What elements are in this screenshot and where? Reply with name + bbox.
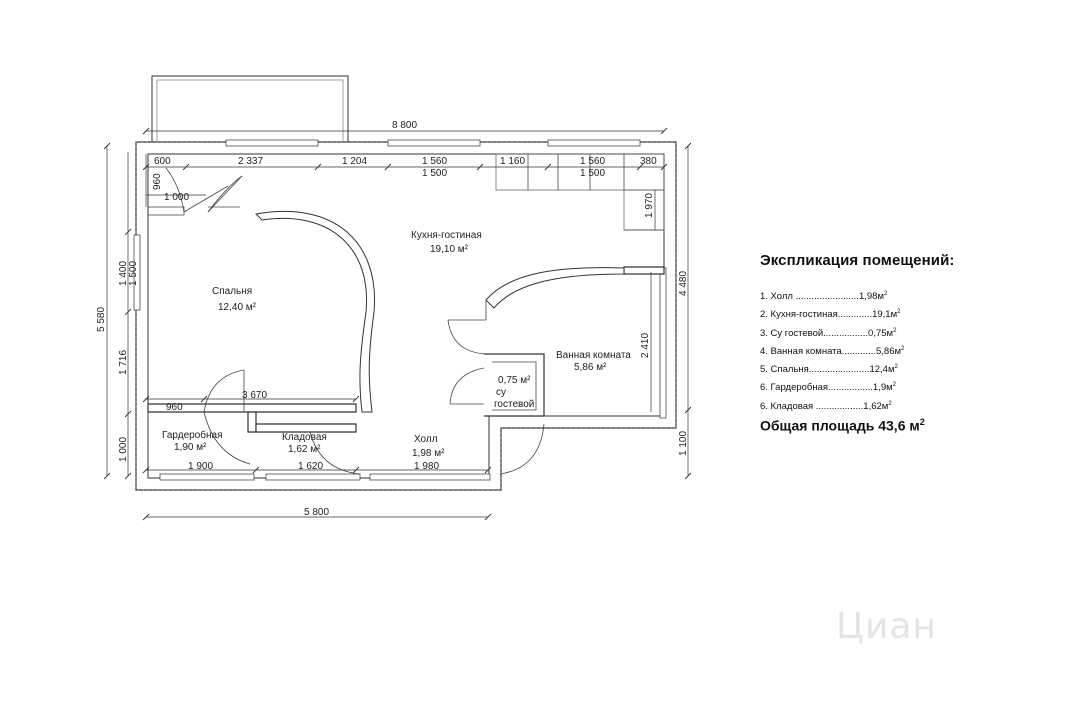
- legend-item: [760, 303, 1080, 321]
- dim-top-second-2: 1 500: [580, 168, 606, 179]
- dim-1400: 1 400: [118, 260, 129, 286]
- dim-960-top: 960: [152, 173, 163, 190]
- dim-top-1: 600: [154, 156, 171, 167]
- legend-item: [760, 285, 1080, 303]
- room-wardrobe-area: 1,90 м²: [174, 442, 207, 453]
- legend-item-sup: 2: [888, 400, 892, 407]
- legend-item-value: 19,1м: [872, 309, 898, 321]
- room-bath-area: 5,86 м²: [574, 362, 607, 373]
- room-kitchen-area: 19,10 м²: [430, 244, 469, 255]
- dim-top-3: 1 204: [342, 156, 368, 167]
- dim-1000-left: 1 000: [118, 436, 129, 462]
- dim-top-second-1: 1 500: [422, 168, 448, 179]
- legend-item-sup: 2: [892, 382, 896, 389]
- legend-item-sup: 2: [897, 309, 901, 316]
- dim-2410: 2 410: [640, 332, 651, 358]
- dim-1500: 1 500: [128, 260, 139, 286]
- room-hall-area: 1,98 м²: [412, 448, 445, 459]
- dim-top-6: 1 560: [580, 156, 606, 167]
- room-bedroom-area: 12,40 м²: [218, 302, 257, 313]
- dim-overall-width: 8 800: [392, 120, 418, 131]
- watermark: Циан: [836, 606, 937, 647]
- legend-item-label: 1. Холл ........................: [760, 291, 859, 303]
- room-wc-name-1: су: [496, 387, 506, 398]
- legend-total-sup: 2: [919, 417, 925, 428]
- room-storage-area: 1,62 м²: [288, 444, 321, 455]
- legend-item-label: 5. Спальня.......................: [760, 364, 870, 376]
- dim-1100: 1 100: [678, 430, 689, 456]
- dim-960-mid: 960: [166, 402, 183, 413]
- room-wc-area: 0,75 м²: [498, 375, 531, 386]
- legend-item: [760, 322, 1080, 340]
- legend-item-sup: 2: [883, 291, 888, 297]
- legend-item: [760, 395, 1080, 413]
- dim-top-4: 1 560: [422, 156, 448, 167]
- dim-top-7: 380: [640, 156, 657, 167]
- dim-bottom-3: 1 980: [414, 461, 440, 472]
- dim-1000: 1 000: [164, 192, 190, 203]
- dim-1970: 1 970: [644, 192, 655, 218]
- dim-4480: 4 480: [678, 270, 689, 296]
- legend-item-label: 4. Ванная комната.............: [760, 346, 876, 358]
- room-bedroom-name: Спальня: [212, 286, 253, 297]
- room-storage-name: Кладовая: [282, 432, 327, 443]
- room-wc-name-2: гостевой: [494, 399, 535, 410]
- room-wardrobe-name: Гардеробная: [162, 430, 223, 441]
- dim-top-5: 1 160: [500, 156, 526, 167]
- legend-item-value: 1,9м: [872, 382, 893, 394]
- legend-item-value: 1,62м: [863, 400, 889, 412]
- legend-item-value: 0,75м: [868, 327, 894, 339]
- balcony: [152, 76, 348, 144]
- dim-bottom-1: 1 900: [188, 461, 214, 472]
- dim-5580: 5 580: [96, 306, 107, 332]
- legend-total: [760, 417, 1080, 434]
- dim-bottom-2: 1 620: [298, 461, 324, 472]
- legend-title: Экспликация помещений:: [760, 252, 955, 269]
- dim-bottom-width: 5 800: [304, 507, 330, 518]
- legend-item-sup: 2: [894, 364, 898, 371]
- legend-item-label: 6. Кладовая ..................: [760, 400, 864, 412]
- dim-1716: 1 716: [118, 349, 129, 375]
- legend-item-value: 5,86м: [875, 346, 902, 358]
- legend-item: [760, 358, 1080, 376]
- room-hall-name: Холл: [414, 434, 438, 445]
- legend-item-label: 3. Су гостевой.................: [760, 327, 869, 339]
- legend-item-sup: 2: [901, 345, 905, 352]
- legend-item: [760, 340, 1080, 358]
- legend-item-label: 2. Кухня-гостиная.............: [760, 309, 873, 321]
- legend-item-label: 6. Гардеробная.................: [760, 382, 873, 394]
- legend-item: [760, 376, 1080, 394]
- legend-item-value: 12,4м: [869, 364, 895, 376]
- legend-total-text: Общая площадь 43,6 м: [760, 417, 920, 434]
- legend-item-value: 1,98м: [858, 291, 884, 303]
- room-legend: [760, 252, 1080, 434]
- room-bath-name: Ванная комната: [556, 350, 631, 361]
- legend-item-sup: 2: [893, 327, 897, 334]
- dim-3670: 3 670: [242, 390, 268, 401]
- room-kitchen-name: Кухня-гостиная: [411, 230, 482, 241]
- dim-top-2: 2 337: [238, 156, 264, 167]
